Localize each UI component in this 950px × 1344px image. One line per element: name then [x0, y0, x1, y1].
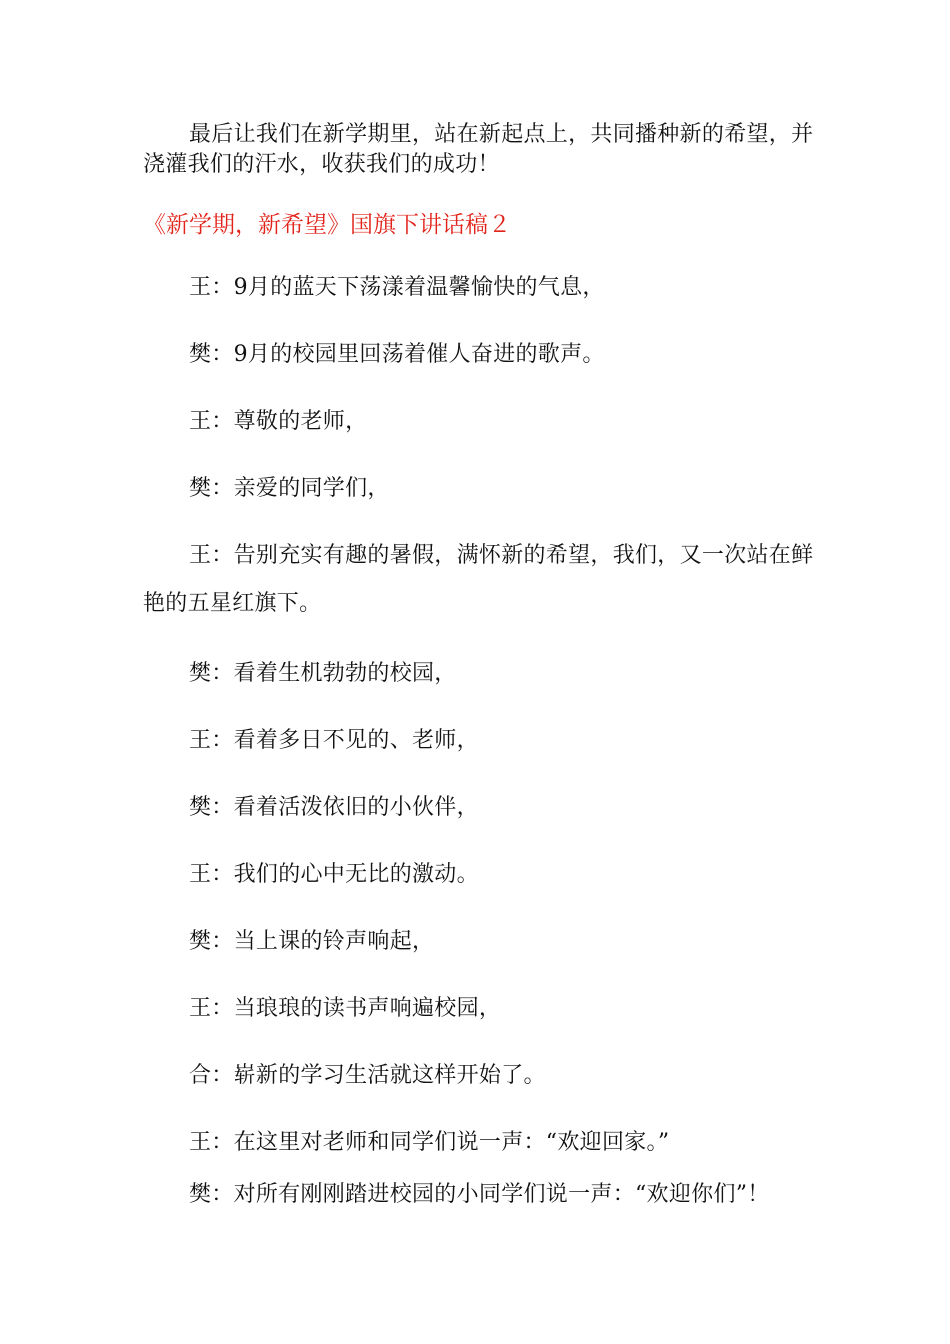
intro-paragraph: 最后让我们在新学期里，站在新起点上，共同播种新的希望，并浇灌我们的汗水，收获我们的成功！ — [143, 122, 814, 177]
dialogue-line: 樊：看着生机勃勃的校园， — [189, 661, 457, 686]
dialogue-line: 合：崭新的学习生活就这样开始了。 — [189, 1063, 546, 1088]
section-heading: 《新学期，新希望》国旗下讲话稿２ — [143, 212, 511, 238]
dialogue-line: 王：9月的蓝天下荡漾着温馨愉快的气息， — [189, 275, 605, 300]
dialogue-line: 王：看着多日不见的、老师， — [189, 728, 479, 753]
dialogue-line: 樊：亲爱的同学们， — [189, 476, 390, 501]
dialogue-line: 樊：9月的校园里回荡着催人奋进的歌声。 — [189, 342, 605, 367]
dialogue-line: 王：告别充实有趣的暑假，满怀新的希望，我们，又一次站在鲜艳的五星红旗下。 — [143, 543, 814, 616]
dialogue-line: 王：在这里对老师和同学们说一声：“欢迎回家。” — [189, 1130, 670, 1155]
dialogue-line: 樊：对所有刚刚踏进校园的小同学们说一声：“欢迎你们”！ — [189, 1182, 770, 1207]
dialogue-line: 王：尊敬的老师， — [189, 409, 368, 434]
dialogue-line: 王：当琅琅的读书声响遍校园， — [189, 996, 502, 1021]
dialogue-line: 樊：看着活泼依旧的小伙伴， — [189, 795, 479, 820]
dialogue-line: 樊：当上课的铃声响起， — [189, 929, 435, 954]
dialogue-line: 王：我们的心中无比的激动。 — [189, 862, 479, 887]
